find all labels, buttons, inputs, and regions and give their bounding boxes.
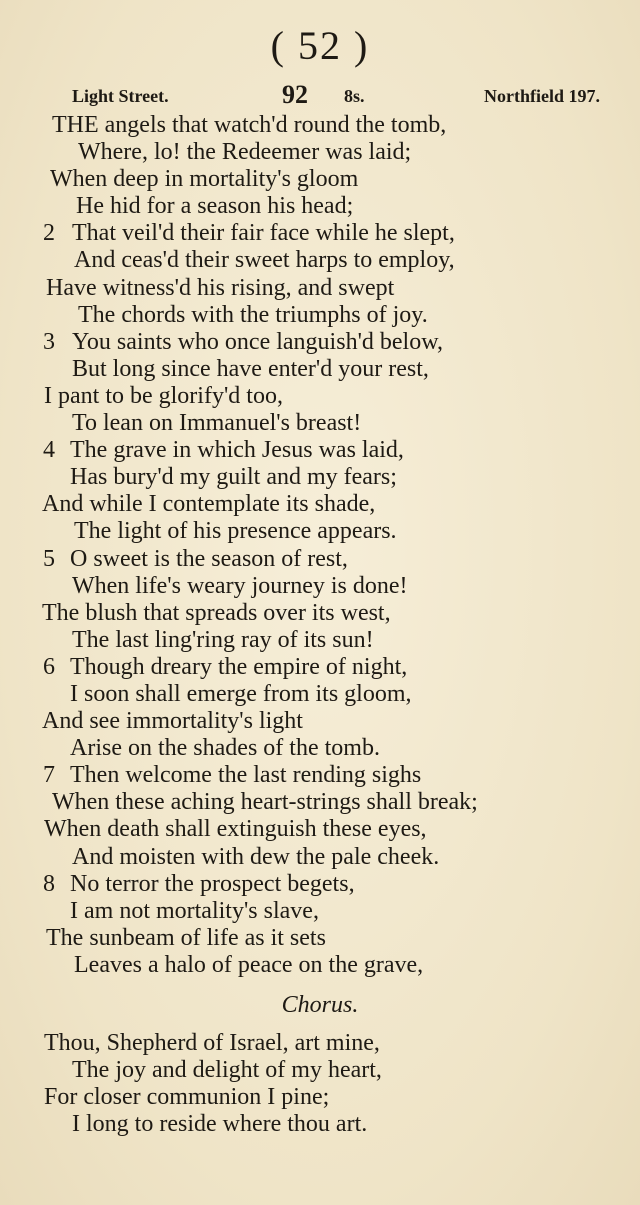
verse-line-text: Has bury'd my guilt and my fears; [70, 464, 397, 491]
verse-line [0, 193, 640, 220]
verse-line [0, 735, 640, 762]
verse-line-text: And see immortality's light [42, 708, 303, 735]
chorus-line [0, 1111, 640, 1138]
verse-line [0, 654, 640, 681]
verse-line-text: But long since have enter'd your rest, [72, 355, 429, 382]
chorus-line-text: The joy and delight of my heart, [72, 1057, 382, 1084]
verse-number: 2 [43, 220, 55, 247]
verse-line [0, 844, 640, 871]
verse-line-text: The light of his presence appears. [74, 518, 397, 545]
verse-line [0, 925, 640, 952]
hymn-number: 92 [282, 80, 308, 109]
verse-line-text: The sunbeam of life as it sets [46, 924, 326, 951]
verse-line-text: When death shall extinguish these eyes, [44, 816, 427, 843]
verse-line-text: When deep in mortality's gloom [50, 166, 359, 193]
verse-line-text: He hid for a season his head; [76, 193, 354, 220]
verse-line [0, 329, 640, 356]
verse-line [0, 708, 640, 735]
verse-line-text: Have witness'd his rising, and swept [46, 274, 395, 301]
verse-line-text: To lean on Immanuel's breast! [72, 410, 362, 437]
verse-line [0, 681, 640, 708]
verse-line [0, 302, 640, 329]
verse-line-text: Then welcome the last rending sighs [70, 762, 422, 789]
verse-line-text: I am not mortality's slave, [70, 897, 319, 924]
hymn-header [72, 82, 600, 112]
tune-name-left: Light Street. [72, 86, 169, 106]
verse-line [0, 573, 640, 600]
verse-line-text: When these aching heart-strings shall break; [52, 789, 478, 816]
chorus-verse [0, 1030, 640, 1138]
verse-line-text: Leaves a halo of peace on the grave, [74, 951, 424, 978]
chorus-line-text: Thou, Shepherd of Israel, art mine, [44, 1030, 380, 1056]
verse-line [0, 356, 640, 383]
hymn-meter: 8s. [344, 86, 365, 106]
verse-number: 7 [43, 762, 55, 789]
verse-line [0, 220, 640, 247]
verse-line [0, 627, 640, 654]
verse-line [0, 464, 640, 491]
verse-line-text: Where, lo! the Redeemer was laid; [78, 139, 412, 166]
verse-line [0, 952, 640, 979]
verse-line [0, 871, 640, 898]
verse-line-text: O sweet is the season of rest, [70, 545, 348, 572]
verse-line [0, 437, 640, 464]
verse-line [0, 166, 640, 193]
verse-number: 5 [43, 545, 55, 572]
verse-line [0, 518, 640, 545]
verse-line [0, 491, 640, 518]
verse-line [0, 275, 640, 302]
verse-number: 3 [43, 328, 55, 355]
verse-number: 6 [43, 653, 55, 680]
verse-line [0, 546, 640, 573]
verse-line-text: The blush that spreads over its west, [42, 599, 391, 626]
chorus-line [0, 1084, 640, 1111]
verse-line-text: Though dreary the empire of night, [70, 653, 408, 680]
verse-line-text: The grave in which Jesus was laid, [70, 437, 404, 464]
verse-line-text: The chords with the triumphs of joy. [78, 301, 428, 328]
verse-line-text: You saints who once languish'd below, [72, 328, 443, 355]
page-number: ( 52 ) [270, 23, 370, 68]
hymn-verses [0, 112, 640, 979]
verse-line [0, 410, 640, 437]
verse-line [0, 762, 640, 789]
verse-line-text: The last ling'ring ray of its sun! [72, 626, 374, 653]
verse-line [0, 383, 640, 410]
verse-line-text: And while I contemplate its shade, [42, 491, 376, 518]
verse-line-text: Arise on the shades of the tomb. [70, 735, 380, 762]
verse-line-text: And moisten with dew the pale cheek. [72, 843, 440, 870]
chorus-title: Chorus. [281, 992, 359, 1018]
verse-line-text: No terror the prospect begets, [70, 870, 355, 897]
verse-line-text: THE angels that watch'd round the tomb, [52, 112, 447, 138]
verse-number: 8 [43, 870, 55, 897]
chorus-line-text: For closer communion I pine; [44, 1084, 330, 1111]
chorus-line [0, 1057, 640, 1084]
verse-line [0, 898, 640, 925]
verse-line [0, 112, 640, 139]
chorus-line-text: I long to reside where thou art. [72, 1111, 368, 1138]
verse-line [0, 139, 640, 166]
verse-line [0, 816, 640, 843]
verse-line-text: And ceas'd their sweet harps to employ, [74, 247, 455, 274]
chorus-line [0, 1030, 640, 1057]
tune-name-right: Northfield 197. [484, 86, 600, 106]
verse-line-text: I pant to be glorify'd too, [44, 382, 283, 409]
verse-line [0, 600, 640, 627]
verse-line-text: That veil'd their fair face while he slept, [72, 220, 455, 247]
verse-line [0, 247, 640, 274]
verse-line-text: When life's weary journey is done! [72, 572, 408, 599]
verse-line [0, 789, 640, 816]
verse-number: 4 [43, 437, 55, 464]
verse-line-text: I soon shall emerge from its gloom, [70, 680, 412, 707]
